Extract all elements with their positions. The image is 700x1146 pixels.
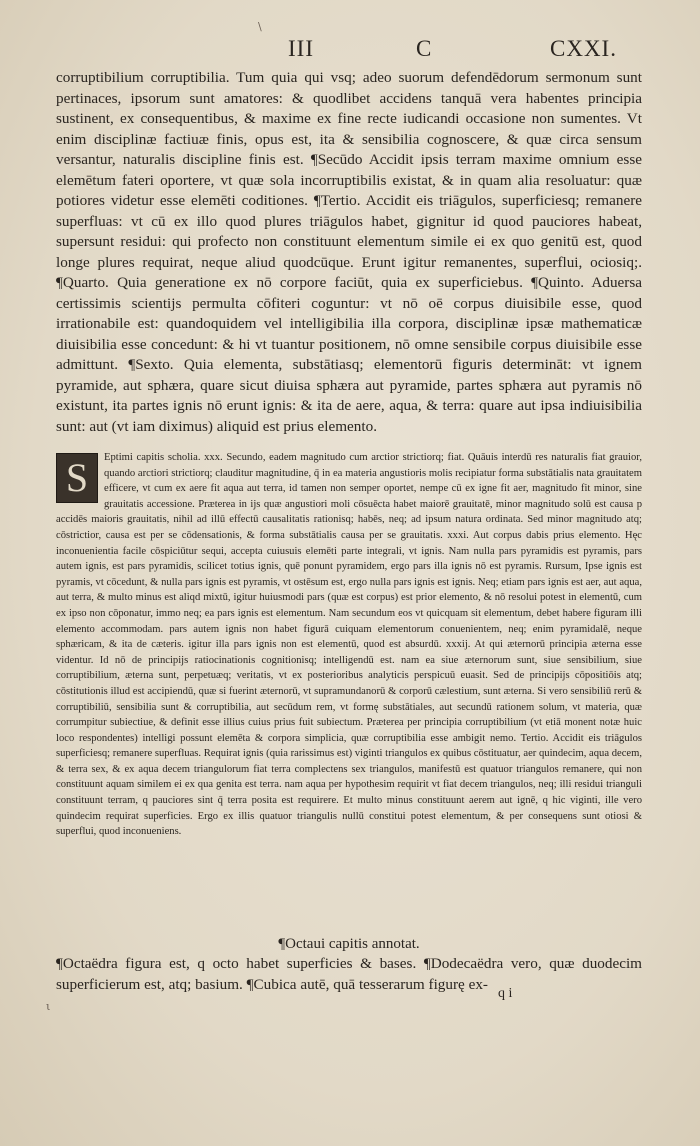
scholia-paragraph: Eptimi capitis scholia. xxx. Secundo, eadem magnitudo cum arctior strictiorq; fiat. Quāuis interdū res naturalis fiat grauior, quando arctiori strictiorq; clauditur magnitudine, q̄ in ea materia angustioris molis recipiatur forma substātialis nata grauitatem efficere, vt cum ex aere fit aqua aut terra, id tamen non semper oportet, nempe cū ex igne fit aer, magnitudo fit minor, sine grauitatis accessione. Præterea in ijs quæ angustiori moli cōsuēcta habet maiorē grauitatē, minor magnitudo solū est causa p accidēs maioris grauitatis, nihil ad illū effectū causalitatis rationisq; habēs, neq; ad ipsum natura ordinata. Sed minor magnitudo atq; cōstrictior, causa est per se cōdensationis, & forma substātialis causa per se grauitatis. xxxi. Aut corpus dabis prius elemento. Hęc inconuenientia facile cōspiciūtur sequi, accepta cuiusuis elemēti parte integrali, vt ignis. Nam nulla pars pyramidis est pyramis, pars autem ignis, est pars pyramidis, scilicet totius ignis, quē ponunt pyramidem, ergo pars illa ignis nō est pyramis. Rursum, Ipse ignis est pyramis, vt cōcedunt, & nulla pars ignis est pyramis, vt ostēsum est, ergo nulla pars ignis est ignis. Neq; etiam pars ignis est aer, aut aqua, aut terra, & multo minus est aliqd mixtū, igitur huiusmodi pars (quæ est corpus) est prior elemento, & nō resolui potest in elementū, cum ex ipso non cōponatur, immo neq; ea pars ignis est elementum. Nam secundum eos vt quicquam sit elementum, debet habere figuram illi elemento accommodam. pars autem ignis non habet figurā cuiquam elementorum conuenientem, neq; enim pyramidalē, neque sphæricam, & ita de cæteris. igitur illa pars ignis non est elementū, quod est absurdū. xxxij. At qui æternorū principia æterna esse videntur. Id nō de principijs ratiocinationis cognitionisq; intelligendū est. nam ea siue æternorum sunt, siue sensibilium, siue corruptibilium, æterna sunt, perpetuæq; veritatis, vt ex posterioribus analyticis perspicuū euasit. Sed de principijs cōpositiōis atq; cōstitutionis illud est accipiendū, quæ si fuerint æternorū, vt supramundanorū & corporū cælestium, sunt æterna. Si vero sensibiliū rerū & corruptibiliū, sensibilia sunt & corruptibilia, aut secūdum rem, vt formę substātiales, aut secundū rationem solum, vt materia, quæ corrumpitur subiectiue, & definit esse illius cuius prius fuit subiectum. Præterea per principia corruptibilium (vt etiā monent notæ huic loco respondentes) intelligi possunt elemēta & corpora simplicia, quæ corruptibilia esse ambigit nemo. Tertio. Accidit eis triāgulos superficiesq; remanere superfluas. Requirat ignis (quia rarissimus est) viginti triangulos ex quibus cōstituatur, aer quindecim, aqua decem, & terra sex, & ex aqua decem triangulorum fiat terra complectens sex triangulos, manifestū est quatuor triangulos remanere, qui non constituunt aquam similem ei ex qua genita est terra. nam aqua per hypothesim requirit vt fiat decem triangulos, neq; illi residui trianguli constituunt terram, q pauciores sint q̄ terra posita est requirere. Et multo minus constituunt aerem aut ignē, q hic viginti, ille vero quindecim requirat superficies. Ergo ex illis quatuor triangulis nullū constitui potest elementum, & per consequens sunt otiosi & superflui, quod inconueniens. xyxy=(56,452,642,838)
scholia-block xyxy=(56,450,642,840)
bottom-paragraph: ¶Octaëdra figura est, q octo habet superficies & bases. ¶Dodecaëdra vero, quæ duodecim superficierum est, atq; basium. ¶Cubica autē, quā tesserarum figurę ex- xyxy=(56,955,642,993)
margin-mark: \ xyxy=(258,20,262,33)
bottom-text-block xyxy=(56,954,642,995)
main-paragraph: corruptibilium corruptibilia. Tum quia qui vsq; adeo suorum defendēdorum sermonum sunt pertinaces, ipsorum sunt amatores: & quodlibet accidens tanquā vera habentes principia sustinent, ex consequentibus, & maxime ex fine recte iudicandi occasione non sumentes. Vt enim disciplinæ factiuæ finis, opus est, ita & sensibilia cognoscere, & quæ circa sensum versantur, naturalis discipline finis est. ¶Secūdo Accidit ipsis terram maxime omnium esse elemētum fateri oportere, vt quæ sola incorruptibilis existat, & in quam alia resoluatur: quæ potiores videtur esse elemēti coditiones. ¶Tertio. Accidit eis triāgulos, superficiesq; remanere superfluas: vt cū ex illo quod plures triāgulos habet, gignitur id quod pauciores habeat, supersunt residui: qui profecto non constituunt elementum simile ei ex quo genitū est, quod longe plures requirat, neque aliud quodcūque. Erunt igitur remanentes, superflui, ociosiq;. ¶Quarto. Quia generatione ex nō corpore faciūt, quia ex superficiebus. ¶Quinto. Aduersa certissimis scientijs permulta cōfiteri coguntur: vt nō oē corpus diuisibile esse, quod irrationabile est: quandoquidem vel intelligibilia illa corpora, disciplinæ ipsæ mathematicæ diuisibilia esse concedunt: & hi vt tuantur positionem, nō omne sensibile corpus diuisibile esse admittunt. ¶Sexto. Quia elementa, substātiasq; elementorū figuris determināt: vt ignem pyramide, aut sphæra, quare sicut diuisa sphæra aut pyramide, partes sphæra aut pyramis nō existunt, ita partes ignis nō erunt ignis: & ita de aere, aqua, & terra: quare aut ipsa indiuisibilia sunt: aut (vt iam diximus) aliquid est prius elemento. xyxy=(56,69,642,435)
signature-mark: q i xyxy=(498,986,513,1001)
header-center: C xyxy=(416,36,433,61)
header-left: III xyxy=(288,36,314,61)
section-heading: ¶Octaui capitis annotat. xyxy=(278,936,420,952)
margin-mark-left: ι xyxy=(46,1000,51,1013)
running-header xyxy=(0,36,700,66)
folio-number: CXXI. xyxy=(550,36,617,61)
decorated-initial: S xyxy=(56,453,98,503)
main-text-block xyxy=(56,68,642,437)
